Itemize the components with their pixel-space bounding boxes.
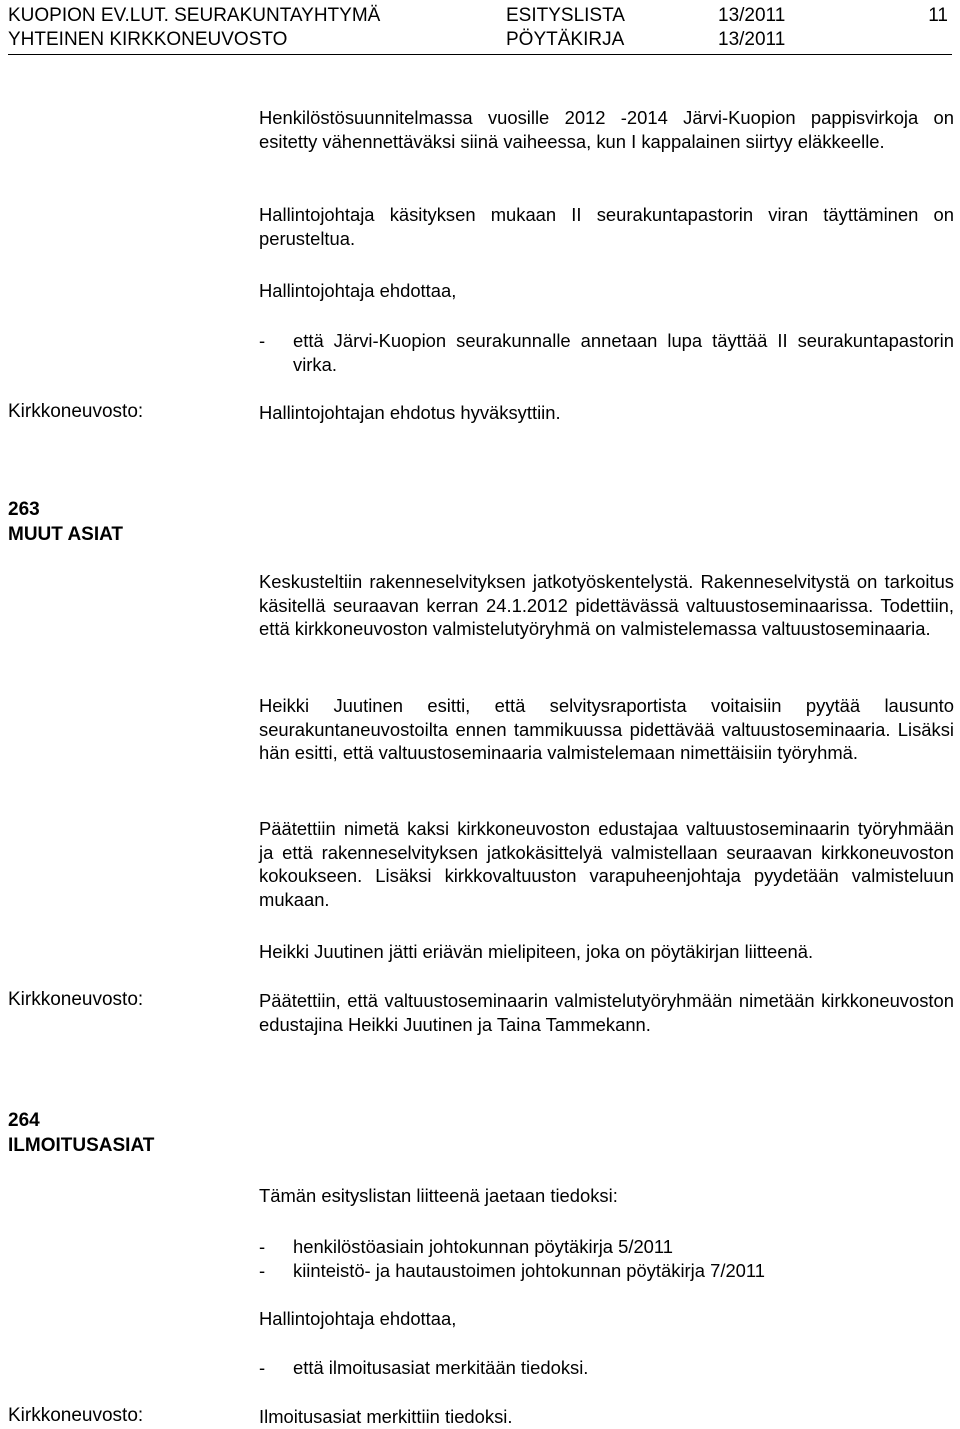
decision-label: Kirkkoneuvosto: [8, 989, 144, 1010]
section-number: 264 [8, 1110, 40, 1131]
list-item [259, 1356, 954, 1380]
paragraph: Heikki Juutinen esitti, että selvitysraportista voitaisiin pyytää lausunto seurakuntaneuvostoilta ennen tammikuussa pidettävää valtuustoseminaaria. Lisäksi hän esitti, että valtuustoseminaaria valmistelemaan nimettäisiin työryhmä. [259, 695, 954, 763]
paragraph: Henkilöstösuunnitelmassa vuosille 2012 -2014 Järvi-Kuopion pappisvirkoja on esitetty vähennettäväksi siinä vaiheessa, kun I kappalainen siirtyy eläkkeelle. [259, 107, 954, 152]
list-dash: - [259, 1357, 266, 1378]
list-dash: - [259, 1260, 266, 1281]
proposal-intro: Hallintojohtaja ehdottaa, [259, 280, 457, 301]
decision-text: Päätettiin, että valtuustoseminaarin valmistelutyöryhmään nimetään kirkkoneuvoston edustajina Heikki Juutinen ja Taina Tammekann. [259, 990, 954, 1035]
paragraph: Keskusteltiin rakenneselvityksen jatkotyöskentelystä. Rakenneselvitystä on tarkoitus käsitellä seuraavan kerran 24.1.2012 pidettävässä valtuustoseminaarissa. Todettiin, että kirkkoneuvoston valmistelutyöryhmä on valmistelemassa valtuustoseminaaria. [259, 571, 954, 639]
decision-text: Ilmoitusasiat merkittiin tiedoksi. [259, 1406, 513, 1427]
page-number: 11 [928, 5, 948, 26]
paragraph: Päätettiin nimetä kaksi kirkkoneuvoston edustajaa valtuustoseminaarin työryhmään ja että rakenneselvityksen jatkokäsittelyä valmistellaan seuraavan kirkkoneuvoston kokoukseen. Lisäksi kirkkovaltuuston varapuheenjohtaja pyydetään valmisteluun mukaan. [259, 818, 954, 910]
list-item-text: kiinteistö- ja hautaustoimen johtokunnan pöytäkirja 7/2011 [293, 1260, 765, 1281]
proposal-intro: Hallintojohtaja ehdottaa, [259, 1308, 457, 1329]
list-item [259, 1235, 954, 1259]
section-number: 263 [8, 499, 40, 520]
decision-label: Kirkkoneuvosto: [8, 1405, 144, 1426]
document-type-agenda: ESITYSLISTA [506, 5, 625, 26]
decision-text: Hallintojohtajan ehdotus hyväksyttiin. [259, 402, 561, 423]
list-dash: - [259, 1236, 266, 1257]
board-name: YHTEINEN KIRKKONEUVOSTO [8, 29, 288, 50]
section-title: ILMOITUSASIAT [8, 1135, 155, 1156]
list-item-text: että Järvi-Kuopion seurakunnalle annetaan lupa täyttää II seurakuntapastorin virka. [293, 330, 954, 375]
list-item [259, 1259, 954, 1283]
page-header [8, 2, 952, 55]
organization-name: KUOPION EV.LUT. SEURAKUNTAYHTYMÄ [8, 5, 381, 26]
list-item-text: henkilöstöasiain johtokunnan pöytäkirja 5/2011 [293, 1236, 673, 1257]
paragraph: Tämän esityslistan liitteenä jaetaan tiedoksi: [259, 1185, 618, 1206]
list-item [259, 329, 954, 376]
minutes-number: 13/2011 [718, 29, 786, 50]
section-title: MUUT ASIAT [8, 524, 124, 545]
paragraph: Hallintojohtaja käsityksen mukaan II seurakuntapastorin viran täyttäminen on perusteltua. [259, 204, 954, 249]
list-item-text: että ilmoitusasiat merkitään tiedoksi. [293, 1357, 589, 1378]
agenda-number: 13/2011 [718, 5, 786, 26]
list-dash: - [259, 330, 266, 351]
decision-label: Kirkkoneuvosto: [8, 401, 144, 422]
header-row-1 [8, 4, 952, 28]
header-row-2 [8, 28, 952, 52]
document-type-minutes: PÖYTÄKIRJA [506, 29, 625, 50]
paragraph: Heikki Juutinen jätti eriävän mielipiteen, joka on pöytäkirjan liitteenä. [259, 941, 814, 962]
